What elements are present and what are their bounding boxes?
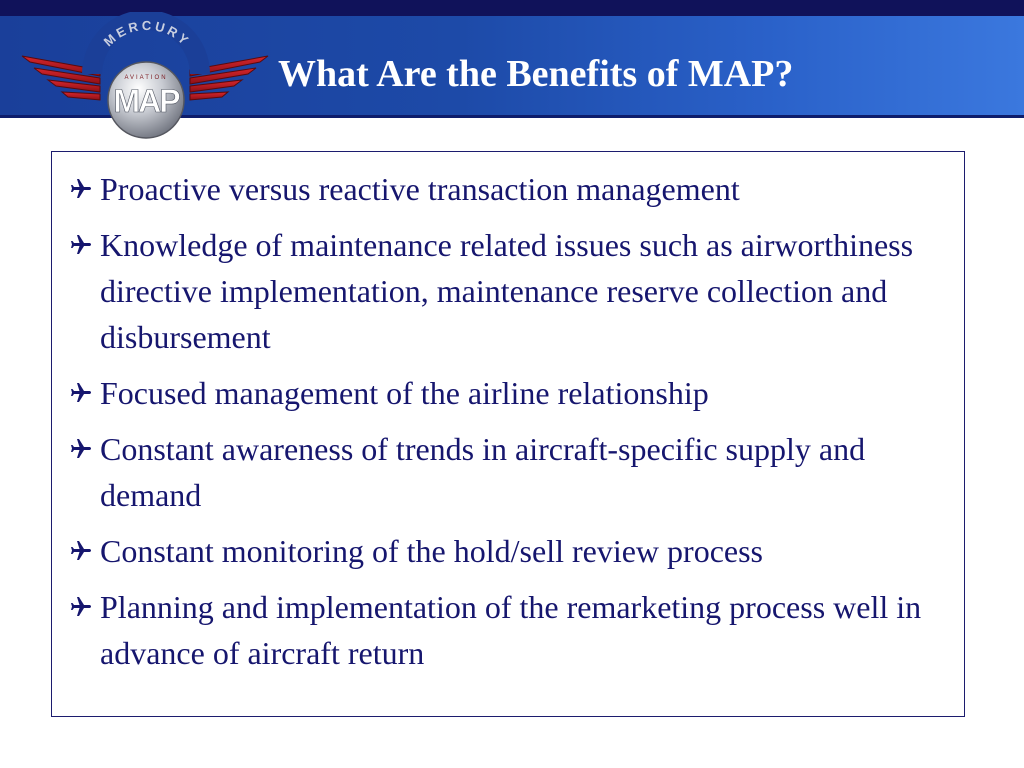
airplane-icon <box>69 528 97 574</box>
list-item <box>52 370 952 416</box>
page-title: What Are the Benefits of MAP? <box>278 53 794 95</box>
airplane-icon <box>69 222 97 268</box>
list-item <box>52 528 952 574</box>
logo-sub-text: AVIATION <box>124 75 168 81</box>
logo-arc-text: MERCURY <box>100 17 194 50</box>
airplane-icon <box>69 584 97 630</box>
logo-center-text: MAP <box>113 83 179 119</box>
list-item <box>52 584 952 676</box>
list-item <box>52 426 952 518</box>
winged-emblem-icon <box>0 12 290 142</box>
bullet-text: Focused management of the airline relationship <box>100 375 709 411</box>
list-item <box>52 222 952 360</box>
airplane-icon <box>69 370 97 416</box>
bullet-text: Constant monitoring of the hold/sell review process <box>100 533 763 569</box>
bullet-text: Knowledge of maintenance related issues such as airworthiness directive implementation, maintenance reserve collection and disbursement <box>100 227 914 355</box>
bullet-text: Constant awareness of trends in aircraft-specific supply and demand <box>100 431 866 513</box>
content-box <box>51 151 965 717</box>
bullet-text: Proactive versus reactive transaction management <box>100 171 740 207</box>
list-item <box>52 166 952 212</box>
bullet-text: Planning and implementation of the remarketing process well in advance of aircraft return <box>100 589 922 671</box>
airplane-icon <box>69 166 97 212</box>
airplane-icon <box>69 426 97 472</box>
bullet-list <box>52 166 952 686</box>
